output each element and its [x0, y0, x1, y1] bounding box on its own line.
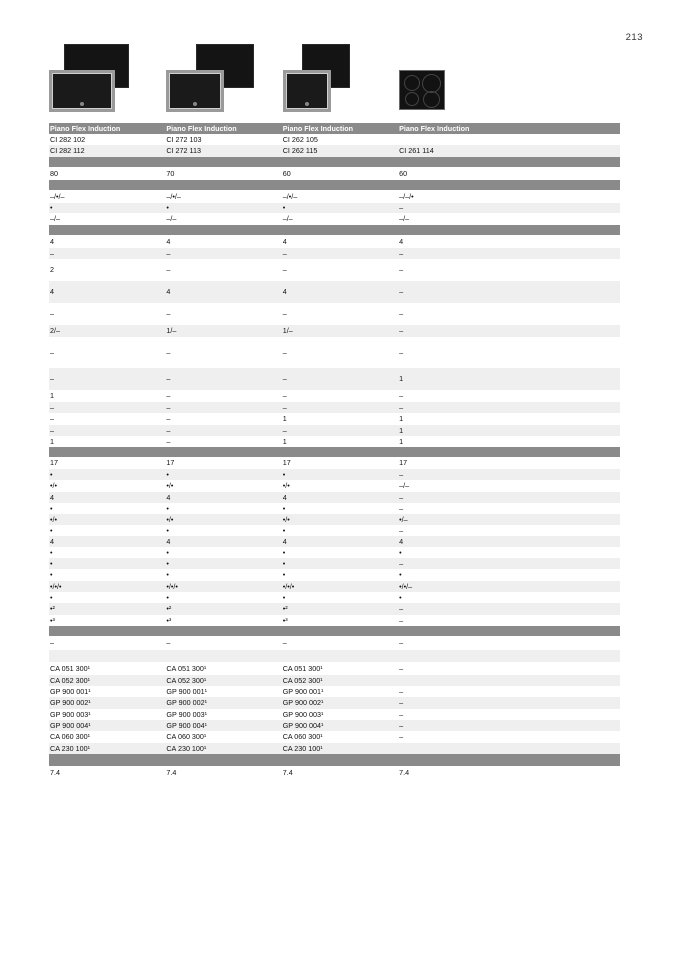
table-cell: •² — [165, 603, 281, 615]
column-header: Piano Flex Induction — [282, 123, 398, 134]
table-cell: – — [398, 558, 620, 569]
table-cell: • — [49, 469, 165, 480]
table-cell: GP 900 002¹ — [282, 697, 398, 709]
section-divider-row — [49, 754, 620, 766]
cooking-zone-icon — [423, 91, 440, 108]
table-cell: • — [282, 469, 398, 480]
table-row — [49, 766, 620, 779]
table-row — [49, 547, 620, 558]
table-row — [49, 720, 620, 731]
table-cell: CA 052 300¹ — [165, 675, 281, 686]
table-row — [49, 413, 620, 425]
table-row — [49, 503, 620, 514]
table-row — [49, 281, 620, 303]
table-cell: – — [282, 425, 398, 436]
table-cell: – — [398, 203, 620, 213]
table-cell: 4 — [398, 235, 620, 248]
table-cell — [165, 754, 281, 766]
table-cell — [398, 650, 620, 662]
spec-table — [49, 123, 620, 779]
table-cell — [282, 180, 398, 190]
table-cell: 1 — [398, 436, 620, 447]
table-cell: • — [49, 558, 165, 569]
table-cell: – — [398, 636, 620, 650]
table-cell: – — [282, 402, 398, 413]
table-row — [49, 650, 620, 662]
table-cell: •² — [49, 603, 165, 615]
table-cell — [398, 675, 620, 686]
table-cell — [49, 225, 165, 235]
table-cell — [165, 626, 281, 636]
table-cell: CA 230 100¹ — [165, 743, 281, 754]
table-cell: • — [49, 547, 165, 558]
table-cell — [49, 650, 165, 662]
table-row — [49, 145, 620, 157]
table-cell: – — [165, 413, 281, 425]
table-cell: – — [398, 686, 620, 697]
table-cell: CA 051 300¹ — [282, 662, 398, 675]
product-image-ci-282 — [49, 42, 129, 118]
table-cell: • — [165, 503, 281, 514]
table-cell: • — [49, 569, 165, 581]
table-cell — [398, 447, 620, 457]
table-cell: – — [398, 492, 620, 503]
table-cell: • — [165, 469, 281, 480]
table-cell: 60 — [282, 167, 398, 180]
table-row — [49, 636, 620, 650]
table-cell: CA 230 100¹ — [282, 743, 398, 754]
table-row — [49, 337, 620, 368]
table-cell: – — [398, 259, 620, 281]
column-header: Piano Flex Induction — [49, 123, 165, 134]
table-cell: 4 — [49, 536, 165, 547]
table-cell: CA 060 300¹ — [165, 731, 281, 743]
table-cell: •/•/• — [165, 581, 281, 592]
control-knob-icon — [305, 102, 309, 106]
table-cell — [49, 180, 165, 190]
table-row — [49, 581, 620, 592]
table-row — [49, 457, 620, 469]
table-cell — [49, 754, 165, 766]
table-row — [49, 167, 620, 180]
table-cell: – — [165, 425, 281, 436]
table-cell — [282, 447, 398, 457]
cooking-zone-icon — [404, 75, 420, 91]
table-cell: 80 — [49, 167, 165, 180]
table-cell: • — [165, 203, 281, 213]
table-row — [49, 213, 620, 225]
table-cell — [282, 626, 398, 636]
table-cell: – — [398, 525, 620, 536]
section-divider-row — [49, 180, 620, 190]
table-cell: • — [49, 203, 165, 213]
table-cell: –/– — [49, 213, 165, 225]
table-cell — [398, 225, 620, 235]
table-cell: – — [398, 697, 620, 709]
table-cell: – — [398, 248, 620, 259]
product-images — [49, 42, 620, 118]
table-cell: – — [165, 368, 281, 390]
table-cell: •/• — [282, 514, 398, 525]
table-row — [49, 536, 620, 547]
table-cell: – — [398, 720, 620, 731]
table-cell: – — [398, 662, 620, 675]
section-divider-row — [49, 225, 620, 235]
table-cell — [282, 157, 398, 167]
table-cell: •/•/• — [49, 581, 165, 592]
table-cell: •/• — [165, 514, 281, 525]
table-cell: CI 282 102 — [49, 134, 165, 145]
table-row — [49, 525, 620, 536]
table-cell: • — [398, 569, 620, 581]
table-cell: –/– — [398, 480, 620, 492]
table-cell: • — [49, 503, 165, 514]
table-cell: GP 900 001¹ — [49, 686, 165, 697]
table-row — [49, 592, 620, 603]
table-row — [49, 248, 620, 259]
table-row — [49, 235, 620, 248]
table-cell: • — [398, 547, 620, 558]
table-cell: •³ — [49, 615, 165, 626]
table-cell: GP 900 004¹ — [165, 720, 281, 731]
table-cell: • — [282, 558, 398, 569]
table-cell: CA 230 100¹ — [49, 743, 165, 754]
table-cell: CI 261 114 — [398, 145, 620, 157]
table-cell: – — [49, 368, 165, 390]
table-cell: • — [282, 569, 398, 581]
table-cell: • — [49, 592, 165, 603]
table-row — [49, 203, 620, 213]
table-cell: –/– — [165, 213, 281, 225]
table-cell: 1 — [398, 413, 620, 425]
table-cell — [282, 225, 398, 235]
cooking-zone-icon — [405, 92, 419, 106]
table-cell — [282, 650, 398, 662]
table-cell: 2 — [49, 259, 165, 281]
table-cell: – — [165, 259, 281, 281]
table-row — [49, 190, 620, 203]
table-cell — [398, 134, 620, 145]
table-cell: • — [49, 525, 165, 536]
table-cell: –/–/• — [398, 190, 620, 203]
table-cell: 1 — [398, 425, 620, 436]
table-cell: CA 052 300¹ — [49, 675, 165, 686]
table-cell: – — [49, 248, 165, 259]
table-row — [49, 686, 620, 697]
table-cell: •/•/• — [282, 581, 398, 592]
table-row — [49, 709, 620, 720]
table-cell: – — [49, 303, 165, 325]
table-cell: • — [165, 547, 281, 558]
table-cell: CI 282 112 — [49, 145, 165, 157]
table-row — [49, 662, 620, 675]
column-header: Piano Flex Induction — [165, 123, 281, 134]
table-cell: GP 900 001¹ — [165, 686, 281, 697]
table-cell: CI 272 113 — [165, 145, 281, 157]
table-cell: – — [49, 636, 165, 650]
table-cell: GP 900 002¹ — [165, 697, 281, 709]
table-header-row — [49, 123, 620, 134]
table-cell: 2/– — [49, 325, 165, 337]
table-cell — [165, 447, 281, 457]
table-cell: – — [165, 436, 281, 447]
table-row — [49, 259, 620, 281]
table-cell: – — [282, 337, 398, 368]
table-cell: 1/– — [282, 325, 398, 337]
table-row — [49, 390, 620, 402]
table-cell — [398, 180, 620, 190]
table-row — [49, 134, 620, 145]
table-cell: • — [282, 547, 398, 558]
table-row — [49, 303, 620, 325]
page-number: 213 — [625, 32, 643, 43]
table-row — [49, 368, 620, 390]
table-cell: – — [398, 709, 620, 720]
table-cell: 4 — [165, 235, 281, 248]
table-cell — [165, 157, 281, 167]
table-cell: –/•/– — [282, 190, 398, 203]
table-cell: 1 — [49, 436, 165, 447]
section-divider-row — [49, 447, 620, 457]
table-row — [49, 436, 620, 447]
table-cell: – — [398, 325, 620, 337]
table-cell: •³ — [165, 615, 281, 626]
hob-front-view — [283, 70, 331, 112]
table-cell: – — [282, 248, 398, 259]
table-cell — [398, 626, 620, 636]
table-cell — [398, 754, 620, 766]
table-cell: – — [165, 636, 281, 650]
table-cell: •² — [282, 603, 398, 615]
table-cell — [165, 225, 281, 235]
table-cell: 17 — [49, 457, 165, 469]
section-divider-row — [49, 157, 620, 167]
table-cell: •/• — [49, 514, 165, 525]
table-row — [49, 402, 620, 413]
table-cell — [165, 180, 281, 190]
table-cell: – — [282, 390, 398, 402]
table-cell: CI 272 103 — [165, 134, 281, 145]
table-cell: •³ — [282, 615, 398, 626]
table-cell: • — [165, 569, 281, 581]
table-cell: •/• — [165, 480, 281, 492]
table-cell: CA 060 300¹ — [49, 731, 165, 743]
table-cell: 60 — [398, 167, 620, 180]
table-cell: – — [398, 615, 620, 626]
product-image-ci-272 — [166, 42, 256, 118]
table-cell: –/•/– — [49, 190, 165, 203]
table-cell: –/•/– — [165, 190, 281, 203]
table-row — [49, 558, 620, 569]
table-row — [49, 492, 620, 503]
table-cell: – — [165, 248, 281, 259]
table-cell: – — [398, 390, 620, 402]
table-cell: GP 900 003¹ — [282, 709, 398, 720]
table-row — [49, 569, 620, 581]
table-cell: – — [398, 603, 620, 615]
table-cell: 17 — [398, 457, 620, 469]
table-row — [49, 615, 620, 626]
table-cell: – — [282, 259, 398, 281]
table-cell: – — [282, 303, 398, 325]
table-cell: – — [165, 402, 281, 413]
table-cell: 4 — [165, 492, 281, 503]
table-cell: 4 — [49, 492, 165, 503]
table-cell: – — [398, 303, 620, 325]
table-cell: GP 900 002¹ — [49, 697, 165, 709]
table-cell: – — [49, 337, 165, 368]
table-cell: – — [398, 731, 620, 743]
table-cell: – — [282, 368, 398, 390]
table-cell: • — [165, 592, 281, 603]
table-cell: •/•/– — [398, 581, 620, 592]
table-cell: • — [282, 592, 398, 603]
product-image-ci-262 — [283, 42, 353, 118]
table-cell: CA 051 300¹ — [165, 662, 281, 675]
table-cell: 1/– — [165, 325, 281, 337]
table-cell: – — [398, 337, 620, 368]
table-cell: 1 — [49, 390, 165, 402]
control-knob-icon — [193, 102, 197, 106]
table-cell: CA 052 300¹ — [282, 675, 398, 686]
table-cell: • — [398, 592, 620, 603]
hob-top-view — [399, 70, 445, 110]
table-cell: •/– — [398, 514, 620, 525]
table-cell: CA 051 300¹ — [49, 662, 165, 675]
hob-front-view — [166, 70, 224, 112]
table-cell: 4 — [282, 536, 398, 547]
table-cell — [165, 650, 281, 662]
table-cell — [398, 157, 620, 167]
table-cell: 7.4 — [398, 766, 620, 779]
table-cell: 4 — [282, 281, 398, 303]
table-cell: • — [282, 203, 398, 213]
table-cell: •/• — [282, 480, 398, 492]
control-knob-icon — [80, 102, 84, 106]
table-cell: CA 060 300¹ — [282, 731, 398, 743]
table-cell: 1 — [398, 368, 620, 390]
table-cell: 4 — [165, 281, 281, 303]
table-cell: GP 900 004¹ — [282, 720, 398, 731]
table-cell: • — [165, 558, 281, 569]
table-cell: – — [282, 636, 398, 650]
table-cell: • — [165, 525, 281, 536]
table-cell: – — [398, 402, 620, 413]
table-cell — [49, 157, 165, 167]
table-row — [49, 480, 620, 492]
table-cell: 4 — [49, 235, 165, 248]
table-cell: 4 — [282, 235, 398, 248]
table-cell: 1 — [282, 413, 398, 425]
table-cell: – — [165, 337, 281, 368]
table-row — [49, 425, 620, 436]
table-cell: – — [49, 425, 165, 436]
table-row — [49, 469, 620, 480]
table-row — [49, 603, 620, 615]
table-row — [49, 325, 620, 337]
table-cell: 4 — [49, 281, 165, 303]
table-row — [49, 675, 620, 686]
table-cell: 4 — [165, 536, 281, 547]
table-row — [49, 697, 620, 709]
table-cell: – — [49, 402, 165, 413]
table-row — [49, 743, 620, 754]
table-cell: –/– — [282, 213, 398, 225]
table-cell: 17 — [165, 457, 281, 469]
table-cell — [49, 626, 165, 636]
table-cell: – — [398, 503, 620, 514]
table-cell: –/– — [398, 213, 620, 225]
table-cell: GP 900 003¹ — [49, 709, 165, 720]
table-cell: GP 900 003¹ — [165, 709, 281, 720]
section-divider-row — [49, 626, 620, 636]
table-cell: – — [398, 469, 620, 480]
table-cell: GP 900 001¹ — [282, 686, 398, 697]
table-cell: 4 — [282, 492, 398, 503]
table-cell: 7.4 — [165, 766, 281, 779]
table-cell: • — [282, 503, 398, 514]
table-cell — [282, 754, 398, 766]
table-cell: CI 262 105 — [282, 134, 398, 145]
table-cell: – — [49, 413, 165, 425]
table-cell — [398, 743, 620, 754]
table-cell: CI 262 115 — [282, 145, 398, 157]
table-cell: – — [165, 390, 281, 402]
table-cell: 7.4 — [49, 766, 165, 779]
table-cell — [49, 447, 165, 457]
table-cell: 70 — [165, 167, 281, 180]
table-cell: 7.4 — [282, 766, 398, 779]
table-cell: – — [398, 281, 620, 303]
table-cell: •/• — [49, 480, 165, 492]
table-cell: 1 — [282, 436, 398, 447]
table-cell: – — [165, 303, 281, 325]
table-cell: 4 — [398, 536, 620, 547]
table-row — [49, 514, 620, 525]
table-cell: • — [282, 525, 398, 536]
table-cell: GP 900 004¹ — [49, 720, 165, 731]
table-row — [49, 731, 620, 743]
product-image-ci-261 — [399, 42, 447, 118]
table-cell: 17 — [282, 457, 398, 469]
column-header: Piano Flex Induction — [398, 123, 620, 134]
hob-front-view — [49, 70, 115, 112]
